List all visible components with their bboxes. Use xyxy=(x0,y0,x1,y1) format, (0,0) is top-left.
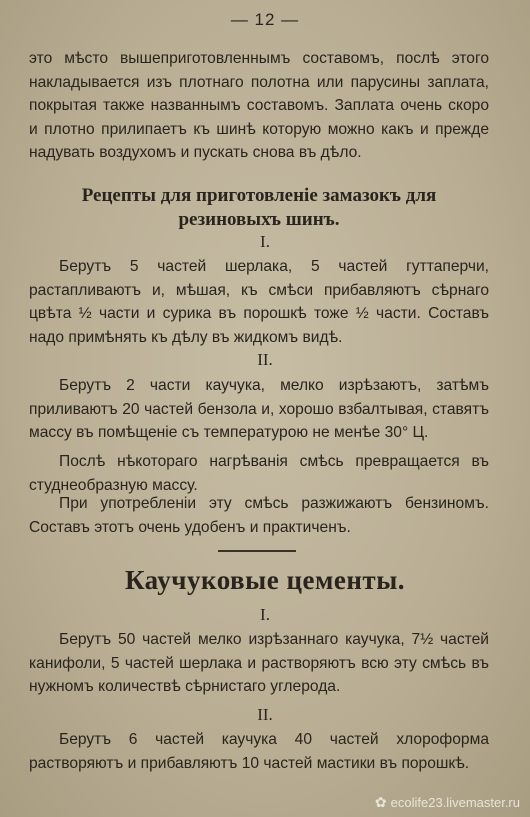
recipe-numeral-2: II. xyxy=(257,350,273,369)
section-title-cements: Каучуковые цементы. xyxy=(124,565,406,595)
section-heading-recipes: Рецепты для приготовленіе замазокъ для резиновыхъ шинъ. xyxy=(81,185,437,230)
page-number: — 12 — xyxy=(230,10,300,29)
watermark xyxy=(375,794,520,811)
recipe-numeral-1: I. xyxy=(260,232,270,251)
cement-numeral-2: II. xyxy=(257,705,273,724)
cement-numeral-1: I. xyxy=(260,605,270,624)
cement-1-text: Берутъ 50 частей мелко изрѣзаннаго каучука, 7½ частей канифоли, 5 частей шерлака и растворяютъ всю эту смѣсь въ нужномъ количествѣ сѣрнистаго углерода. xyxy=(29,631,489,695)
recipe-1-text: Берутъ 5 частей шерлака, 5 частей гуттаперчи, растапливаютъ и, мѣшая, къ смѣси прибавляютъ сѣрнаго цвѣта ½ части и сурика въ порошкѣ тоже ½ части. Составъ надо примѣнять къ дѣлу въ жидкомъ видѣ. xyxy=(29,258,489,346)
recipe-2-text-heating: Послѣ нѣкотораго нагрѣванія смѣсь превращается въ студнеобразную массу. xyxy=(29,453,489,494)
cement-2-text: Берутъ 6 частей каучука 40 частей хлороформа растворяютъ и прибавляютъ 10 частей мастики въ порошкѣ. xyxy=(29,731,489,772)
intro-paragraph: это мѣсто вышеприготовленнымъ составомъ, послѣ этого накладывается изъ плотнаго полотна или парусины заплата, покрытая также названнымъ составомъ. Заплата очень скоро и плотно прилипаетъ къ шинѣ которую можно какъ и прежде надувать воздухомъ и пускать снова въ дѣло. xyxy=(29,50,489,161)
recipe-2-text: Берутъ 2 части каучука, мелко изрѣзаютъ, затѣмъ приливаютъ 20 частей бензола и, хорошо взбалтывая, ставятъ массу въ помѣщеніе съ температурою не менѣе 30° Ц. xyxy=(29,377,489,441)
watermark-text: ecolife23.livemaster.ru xyxy=(390,795,520,810)
section-divider xyxy=(218,550,296,552)
recipe-2-text-usage: При употребленіи эту смѣсь разжижаютъ бензиномъ. Составъ этотъ очень удобенъ и практиченъ. xyxy=(29,495,489,536)
flower-icon: ✿ xyxy=(374,794,387,810)
